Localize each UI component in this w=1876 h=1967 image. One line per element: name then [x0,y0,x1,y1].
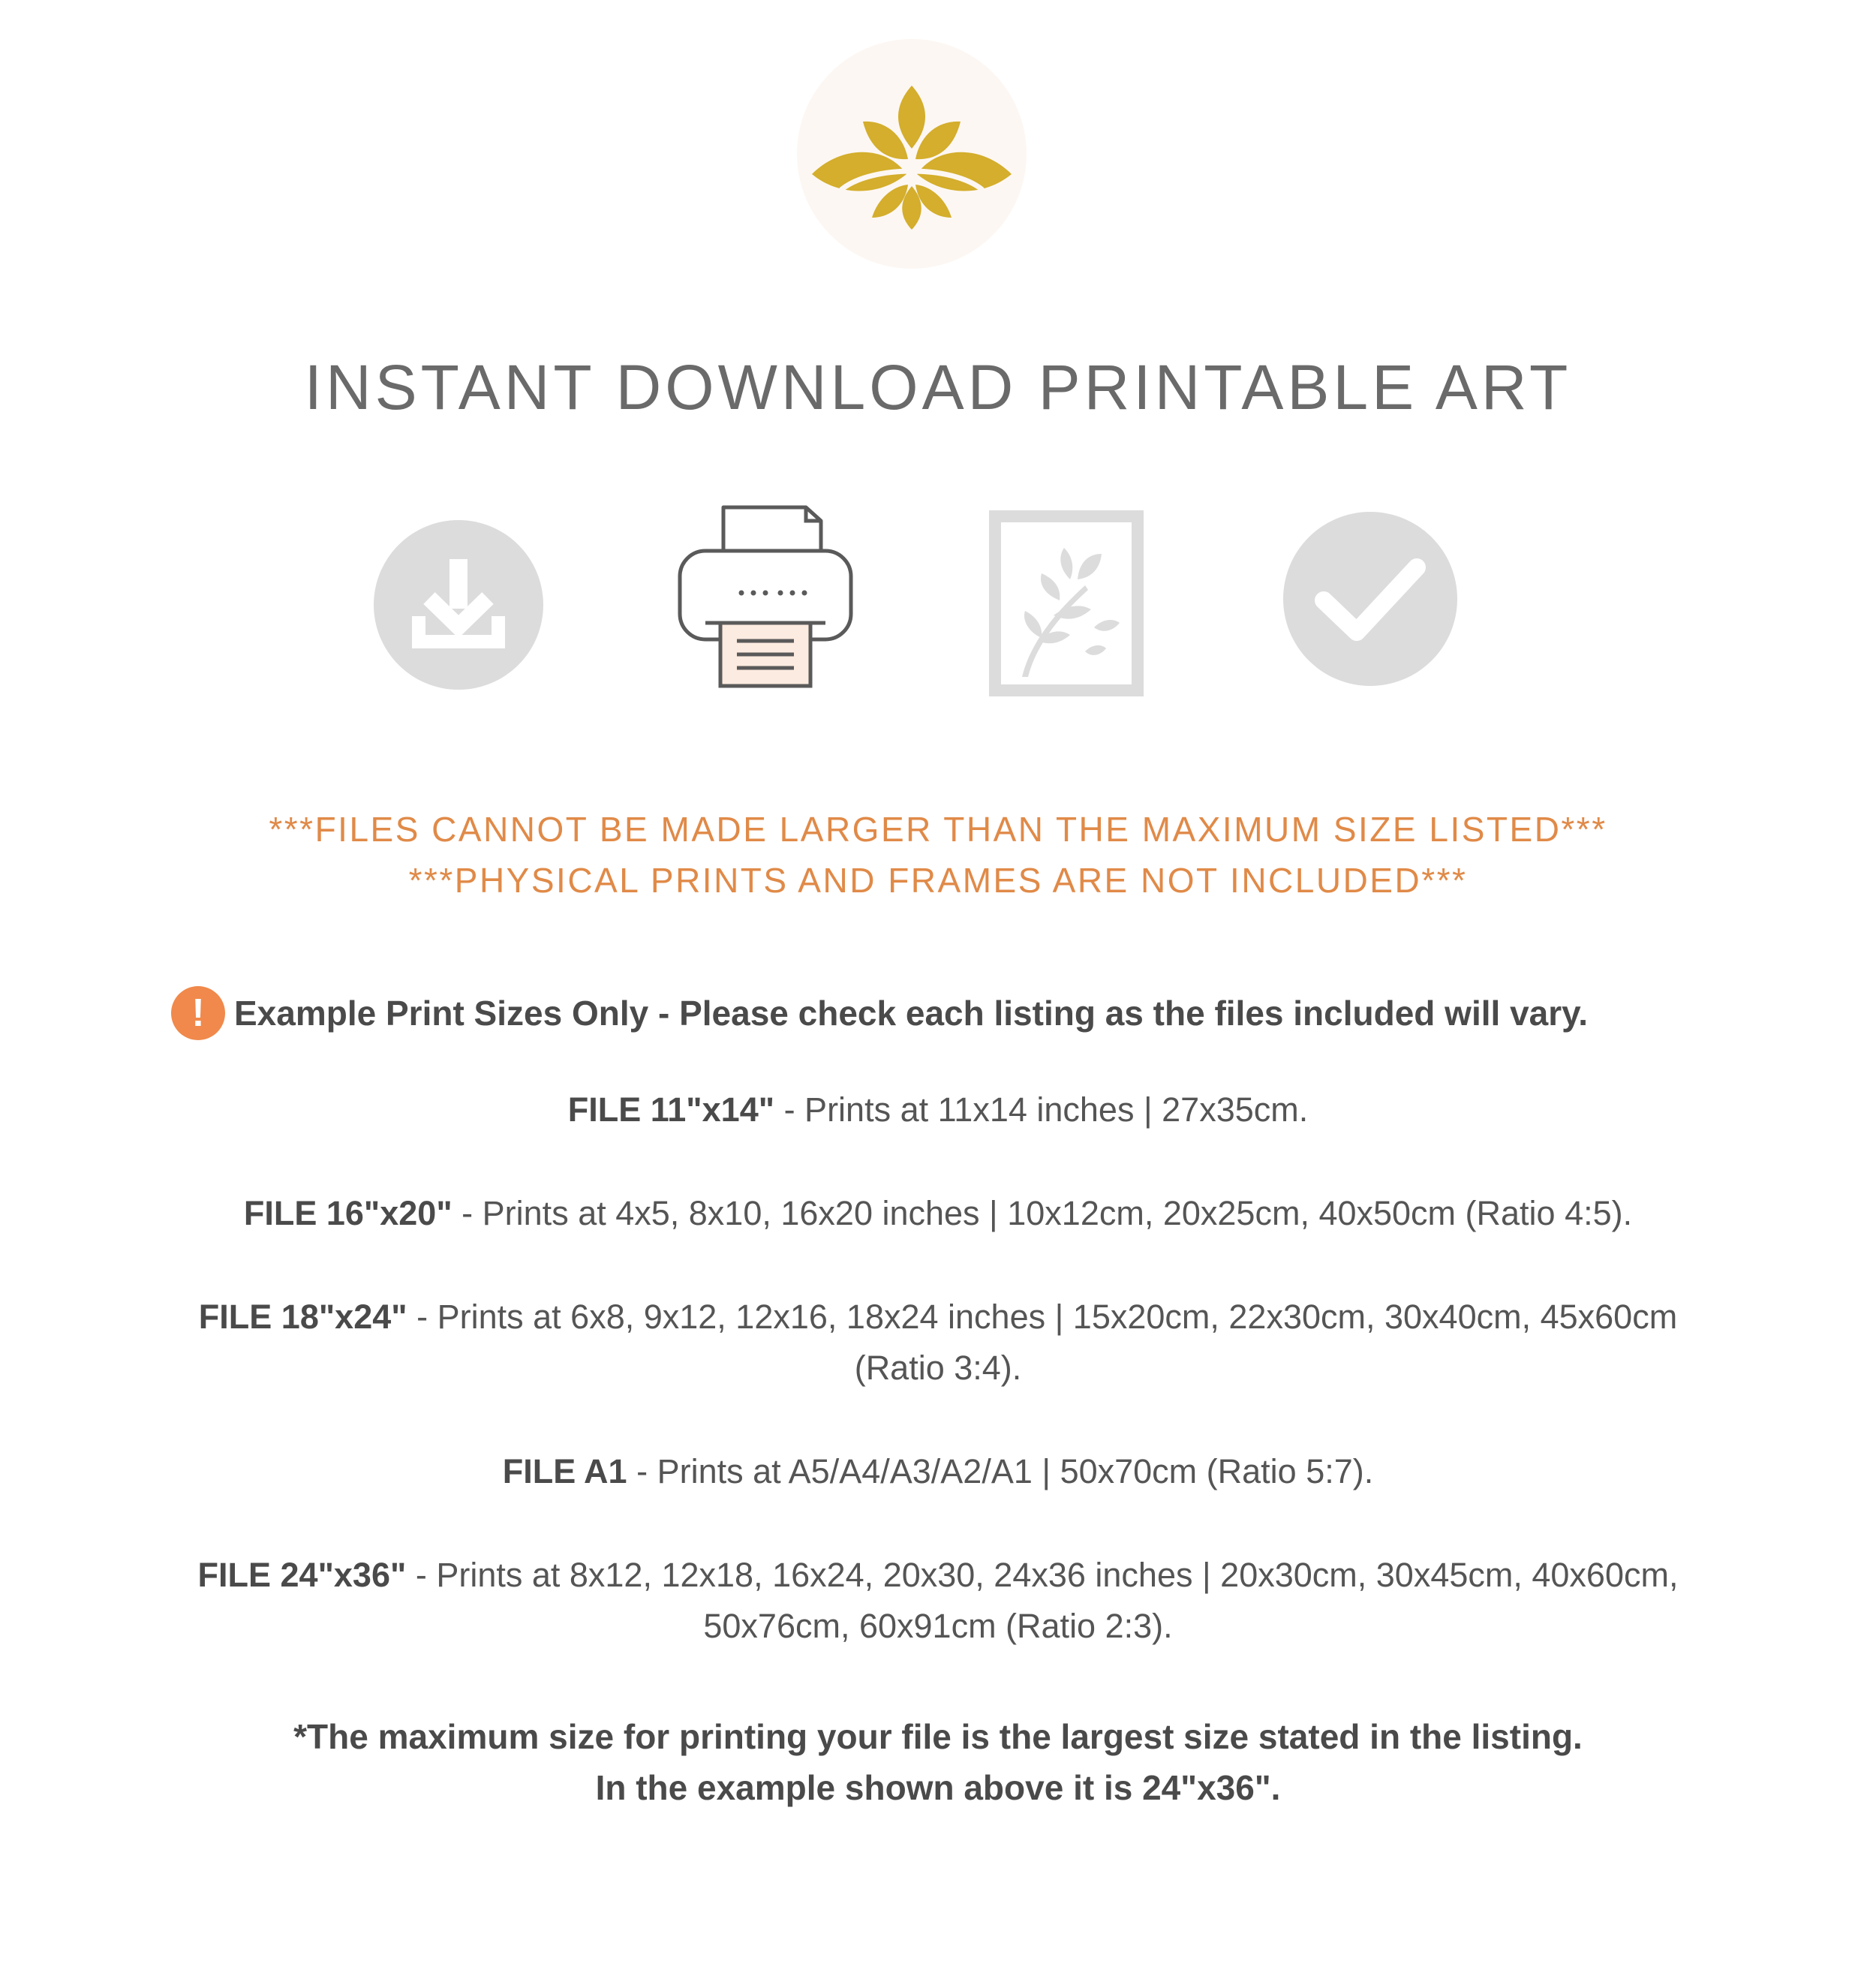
printer-icon [675,503,855,690]
file-entry [180,1188,1696,1239]
notice-text: Example Print Sizes Only - Please check each listing as the files included will vary. [234,994,1589,1033]
file-name: FILE 16"x20" [243,1194,452,1232]
file-name: FILE A1 [502,1452,627,1490]
file-name: FILE 18"x24" [198,1298,407,1336]
example-notice [171,985,1588,1042]
footnote-line: *The maximum size for printing your file is the largest size stated in the listing. [293,1717,1583,1756]
page-title: INSTANT DOWNLOAD PRINTABLE ART [304,352,1572,423]
max-size-footnote [0,1711,1876,1813]
size-warning: ***FILES CANNOT BE MADE LARGER THAN THE MAXIMUM SIZE LISTED*** [269,810,1607,849]
file-entry [180,1550,1696,1652]
file-name: FILE 24"x36" [197,1556,407,1594]
file-size-list [180,1084,1696,1704]
file-detail: - Prints at 8x12, 12x18, 16x24, 20x30, 24x36 inches | 20x30cm, 30x45cm, 40x60cm, 50x76cm, 60x91cm (Ratio 2:3). [406,1556,1679,1645]
file-entry [180,1292,1696,1394]
checkmark-icon [1283,512,1457,686]
framed-art-icon [989,510,1144,696]
footnote-line: In the example shown above it is 24"x36". [595,1768,1281,1807]
lotus-logo [797,39,1027,269]
file-detail: - Prints at 6x8, 9x12, 12x16, 18x24 inches | 15x20cm, 22x30cm, 30x40cm, 45x60cm (Ratio 3:4). [407,1298,1678,1387]
file-detail: - Prints at 4x5, 8x10, 16x20 inches | 10x12cm, 20x25cm, 40x50cm (Ratio 4:5). [452,1194,1633,1232]
file-entry [180,1446,1696,1497]
not-included-warning: ***PHYSICAL PRINTS AND FRAMES ARE NOT INCLUDED*** [408,861,1468,900]
lotus-icon [797,39,1027,269]
file-name: FILE 11"x14" [567,1090,775,1129]
download-icon [374,520,543,690]
file-detail: - Prints at A5/A4/A3/A2/A1 | 50x70cm (Ratio 5:7). [627,1452,1374,1490]
exclamation-icon: ! [171,986,225,1040]
file-entry [180,1084,1696,1135]
file-detail: - Prints at 11x14 inches | 27x35cm. [774,1090,1309,1129]
